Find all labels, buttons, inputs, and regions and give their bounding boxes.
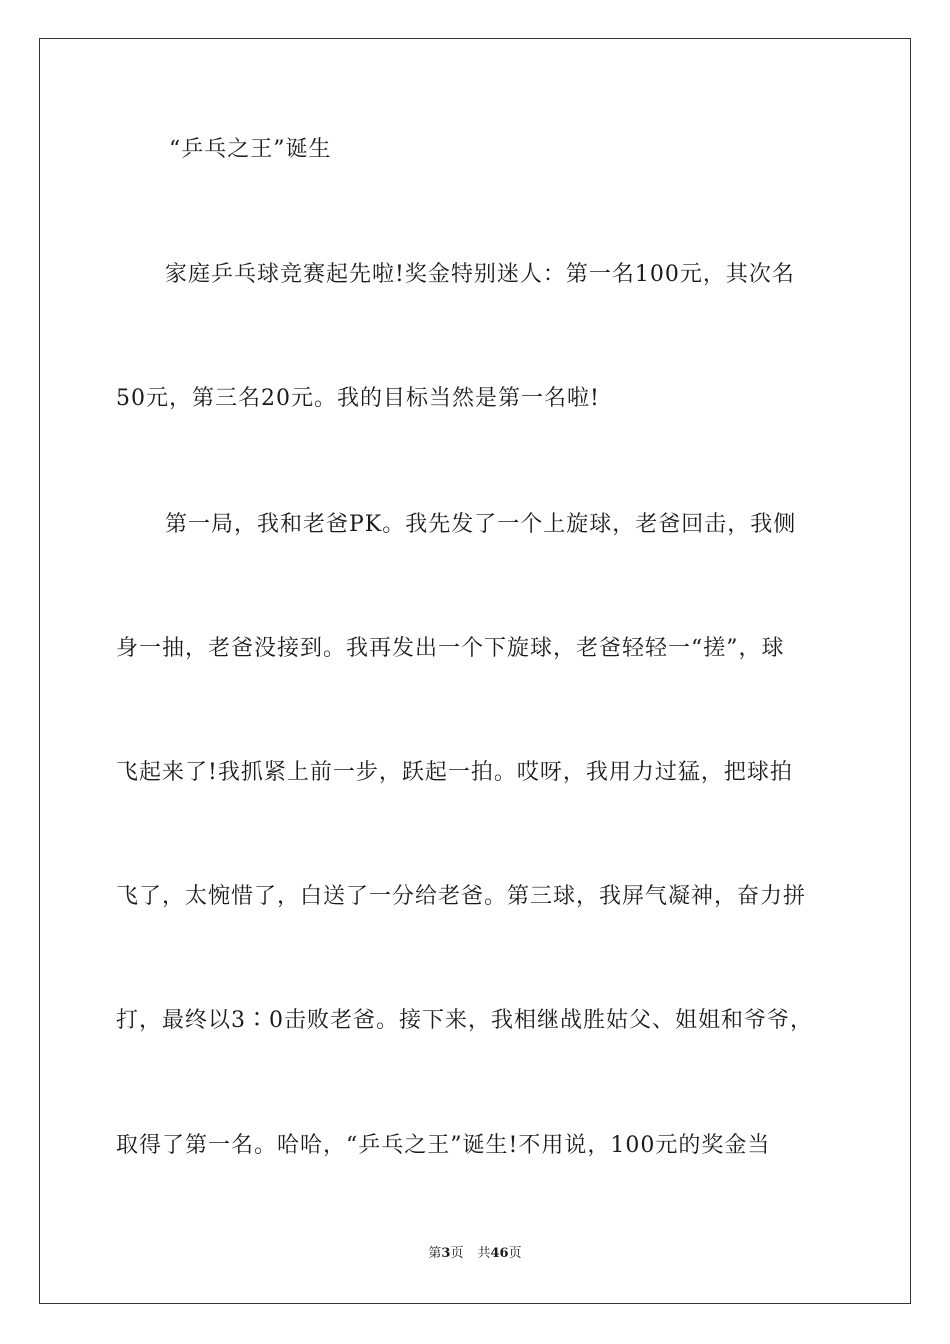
paragraph-line: 50元，第三名20元。我的目标当然是第一名啦! (116, 386, 600, 411)
page-total-prefix: 共 (477, 1246, 491, 1261)
page-number-prefix: 第 (428, 1246, 442, 1261)
page-total-suffix: 页 (508, 1246, 522, 1261)
paragraph-line: 第一局，我和老爸PK。我先发了一个上旋球，老爸回击，我侧 (165, 512, 797, 537)
section-title: “乒乓之王”诞生 (169, 137, 332, 162)
paragraph-line: 飞了，太惋惜了，白送了一分给老爸。第三球，我屏气凝神，奋力拼 (116, 884, 807, 909)
page-number-current: 3 (441, 1246, 451, 1261)
page-total-count: 46 (490, 1246, 509, 1261)
page-number-suffix: 页 (450, 1246, 464, 1261)
page-border (39, 38, 911, 1304)
paragraph-line: 飞起来了!我抓紧上前一步，跃起一拍。哎呀，我用力过猛，把球拍 (116, 760, 793, 785)
paragraph-line: 家庭乒乓球竞赛起先啦!奖金特别迷人：第一名100元，其次名 (165, 262, 795, 287)
paragraph-line: 身一抽，老爸没接到。我再发出一个下旋球，老爸轻轻一“搓”，球 (116, 636, 785, 661)
paragraph-line: 打，最终以3∶0击败老爸。接下来，我相继战胜姑父、姐姐和爷爷， (116, 1008, 813, 1033)
paragraph-line: 取得了第一名。哈哈，“乒乓之王”诞生!不用说，100元的奖金当 (116, 1133, 771, 1158)
page-footer (0, 1245, 950, 1263)
